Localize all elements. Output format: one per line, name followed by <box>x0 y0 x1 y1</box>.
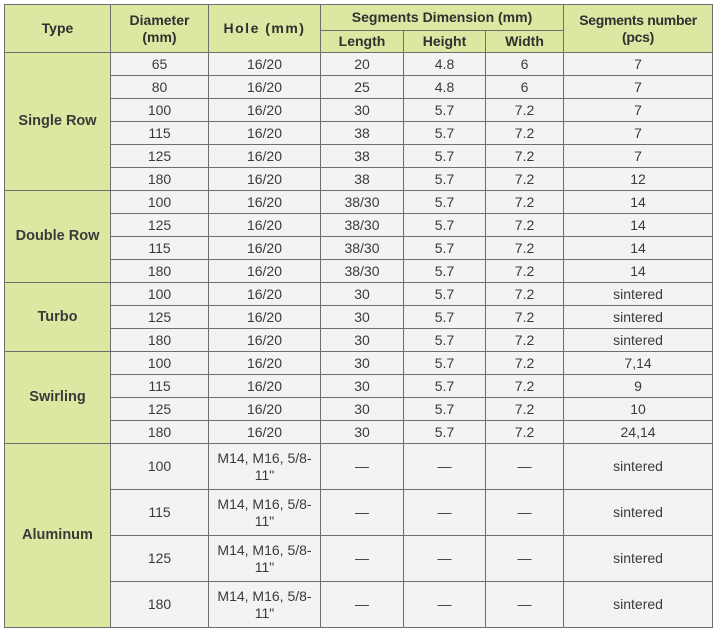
hole-cell: 16/20 <box>209 168 321 191</box>
length-cell: — <box>321 536 404 582</box>
diameter-cell: 125 <box>111 145 209 168</box>
table-row <box>5 329 713 352</box>
diameter-cell: 180 <box>111 260 209 283</box>
hole-cell: 16/20 <box>209 76 321 99</box>
width-cell: 7.2 <box>486 145 564 168</box>
height-cell: 5.7 <box>404 283 486 306</box>
segments-cell: 12 <box>564 168 713 191</box>
header-length: Length <box>321 31 404 53</box>
hole-cell: 16/20 <box>209 306 321 329</box>
segments-cell: 14 <box>564 260 713 283</box>
length-cell: 30 <box>321 375 404 398</box>
height-cell: — <box>404 444 486 490</box>
width-cell: 7.2 <box>486 191 564 214</box>
height-cell: 5.7 <box>404 145 486 168</box>
length-cell: 38 <box>321 145 404 168</box>
width-cell: 7.2 <box>486 329 564 352</box>
length-cell: 38/30 <box>321 260 404 283</box>
header-hole: Hole (mm) <box>209 5 321 53</box>
width-cell: 7.2 <box>486 168 564 191</box>
height-cell: 5.7 <box>404 122 486 145</box>
segments-cell: sintered <box>564 582 713 628</box>
length-cell: — <box>321 490 404 536</box>
length-cell: — <box>321 444 404 490</box>
segments-cell: 7 <box>564 53 713 76</box>
width-cell: 7.2 <box>486 398 564 421</box>
diameter-cell: 125 <box>111 536 209 582</box>
table-row <box>5 260 713 283</box>
segments-cell: 7 <box>564 99 713 122</box>
width-cell: 6 <box>486 53 564 76</box>
segments-cell: sintered <box>564 490 713 536</box>
header-segments-dimension: Segments Dimension (mm) <box>321 5 564 31</box>
diameter-cell: 100 <box>111 444 209 490</box>
diameter-cell: 100 <box>111 191 209 214</box>
height-cell: 5.7 <box>404 421 486 444</box>
height-cell: 5.7 <box>404 99 486 122</box>
hole-cell: M14, M16, 5/8-11" <box>209 536 321 582</box>
type-cell: Swirling <box>5 352 111 444</box>
diameter-cell: 125 <box>111 306 209 329</box>
segments-cell: 7 <box>564 145 713 168</box>
width-cell: 7.2 <box>486 122 564 145</box>
hole-cell: 16/20 <box>209 145 321 168</box>
length-cell: 38/30 <box>321 191 404 214</box>
table-row <box>5 490 713 536</box>
diameter-cell: 125 <box>111 398 209 421</box>
segments-cell: sintered <box>564 283 713 306</box>
height-cell: 5.7 <box>404 237 486 260</box>
hole-cell: 16/20 <box>209 260 321 283</box>
width-cell: 7.2 <box>486 237 564 260</box>
table-row <box>5 214 713 237</box>
segments-cell: 7 <box>564 76 713 99</box>
hole-cell: 16/20 <box>209 421 321 444</box>
table-row <box>5 582 713 628</box>
type-cell: Single Row <box>5 53 111 191</box>
diameter-cell: 65 <box>111 53 209 76</box>
height-cell: 4.8 <box>404 53 486 76</box>
height-cell: 5.7 <box>404 375 486 398</box>
table-row <box>5 444 713 490</box>
diameter-cell: 115 <box>111 122 209 145</box>
table-row <box>5 398 713 421</box>
header-type: Type <box>5 5 111 53</box>
height-cell: — <box>404 490 486 536</box>
hole-cell: 16/20 <box>209 398 321 421</box>
header-height: Height <box>404 31 486 53</box>
diameter-cell: 125 <box>111 214 209 237</box>
height-cell: — <box>404 536 486 582</box>
type-cell: Double Row <box>5 191 111 283</box>
diameter-cell: 115 <box>111 490 209 536</box>
width-cell: 7.2 <box>486 99 564 122</box>
length-cell: 38 <box>321 168 404 191</box>
length-cell: 30 <box>321 398 404 421</box>
segments-cell: 14 <box>564 237 713 260</box>
width-cell: — <box>486 490 564 536</box>
length-cell: 30 <box>321 329 404 352</box>
width-cell: 6 <box>486 76 564 99</box>
width-cell: 7.2 <box>486 283 564 306</box>
height-cell: 5.7 <box>404 352 486 375</box>
width-cell: 7.2 <box>486 352 564 375</box>
segments-cell: sintered <box>564 536 713 582</box>
height-cell: 4.8 <box>404 76 486 99</box>
table-row <box>5 536 713 582</box>
segments-cell: sintered <box>564 306 713 329</box>
table-row <box>5 283 713 306</box>
diameter-cell: 180 <box>111 421 209 444</box>
diameter-cell: 100 <box>111 352 209 375</box>
table-row <box>5 352 713 375</box>
diameter-cell: 180 <box>111 329 209 352</box>
segments-cell: sintered <box>564 444 713 490</box>
segments-cell: 7 <box>564 122 713 145</box>
segments-cell: 9 <box>564 375 713 398</box>
width-cell: 7.2 <box>486 421 564 444</box>
table-row <box>5 375 713 398</box>
table-row <box>5 306 713 329</box>
diameter-cell: 115 <box>111 237 209 260</box>
header-width: Width <box>486 31 564 53</box>
diameter-cell: 180 <box>111 582 209 628</box>
table-row <box>5 421 713 444</box>
table-row <box>5 237 713 260</box>
hole-cell: 16/20 <box>209 375 321 398</box>
length-cell: 38 <box>321 122 404 145</box>
height-cell: 5.7 <box>404 260 486 283</box>
hole-cell: M14, M16, 5/8-11" <box>209 490 321 536</box>
height-cell: 5.7 <box>404 329 486 352</box>
hole-cell: M14, M16, 5/8-11" <box>209 444 321 490</box>
width-cell: — <box>486 536 564 582</box>
hole-cell: 16/20 <box>209 352 321 375</box>
length-cell: 38/30 <box>321 237 404 260</box>
height-cell: 5.7 <box>404 168 486 191</box>
hole-cell: 16/20 <box>209 237 321 260</box>
length-cell: 38/30 <box>321 214 404 237</box>
segments-cell: 14 <box>564 214 713 237</box>
spec-table <box>4 4 713 628</box>
diameter-cell: 115 <box>111 375 209 398</box>
table-row <box>5 191 713 214</box>
diameter-cell: 80 <box>111 76 209 99</box>
hole-cell: 16/20 <box>209 191 321 214</box>
table-row <box>5 76 713 99</box>
segments-cell: 14 <box>564 191 713 214</box>
table-row <box>5 99 713 122</box>
table-body <box>5 53 713 628</box>
type-cell: Aluminum <box>5 444 111 628</box>
table-row <box>5 122 713 145</box>
diameter-cell: 100 <box>111 283 209 306</box>
width-cell: 7.2 <box>486 306 564 329</box>
hole-cell: 16/20 <box>209 122 321 145</box>
height-cell: 5.7 <box>404 191 486 214</box>
height-cell: 5.7 <box>404 398 486 421</box>
segments-cell: sintered <box>564 329 713 352</box>
hole-cell: 16/20 <box>209 99 321 122</box>
header-segments-number: Segments number (pcs) <box>564 5 713 53</box>
width-cell: 7.2 <box>486 375 564 398</box>
type-cell: Turbo <box>5 283 111 352</box>
segments-cell: 24,14 <box>564 421 713 444</box>
length-cell: 30 <box>321 99 404 122</box>
width-cell: — <box>486 582 564 628</box>
length-cell: 30 <box>321 421 404 444</box>
segments-cell: 10 <box>564 398 713 421</box>
length-cell: 30 <box>321 283 404 306</box>
hole-cell: M14, M16, 5/8-11" <box>209 582 321 628</box>
length-cell: 30 <box>321 352 404 375</box>
diameter-cell: 180 <box>111 168 209 191</box>
header-diameter: Diameter (mm) <box>111 5 209 53</box>
table-row <box>5 53 713 76</box>
length-cell: 30 <box>321 306 404 329</box>
width-cell: 7.2 <box>486 214 564 237</box>
width-cell: 7.2 <box>486 260 564 283</box>
width-cell: — <box>486 444 564 490</box>
height-cell: 5.7 <box>404 306 486 329</box>
height-cell: — <box>404 582 486 628</box>
hole-cell: 16/20 <box>209 53 321 76</box>
table-row <box>5 145 713 168</box>
segments-cell: 7,14 <box>564 352 713 375</box>
table-row <box>5 168 713 191</box>
length-cell: 20 <box>321 53 404 76</box>
height-cell: 5.7 <box>404 214 486 237</box>
hole-cell: 16/20 <box>209 214 321 237</box>
hole-cell: 16/20 <box>209 329 321 352</box>
hole-cell: 16/20 <box>209 283 321 306</box>
length-cell: 25 <box>321 76 404 99</box>
length-cell: — <box>321 582 404 628</box>
diameter-cell: 100 <box>111 99 209 122</box>
